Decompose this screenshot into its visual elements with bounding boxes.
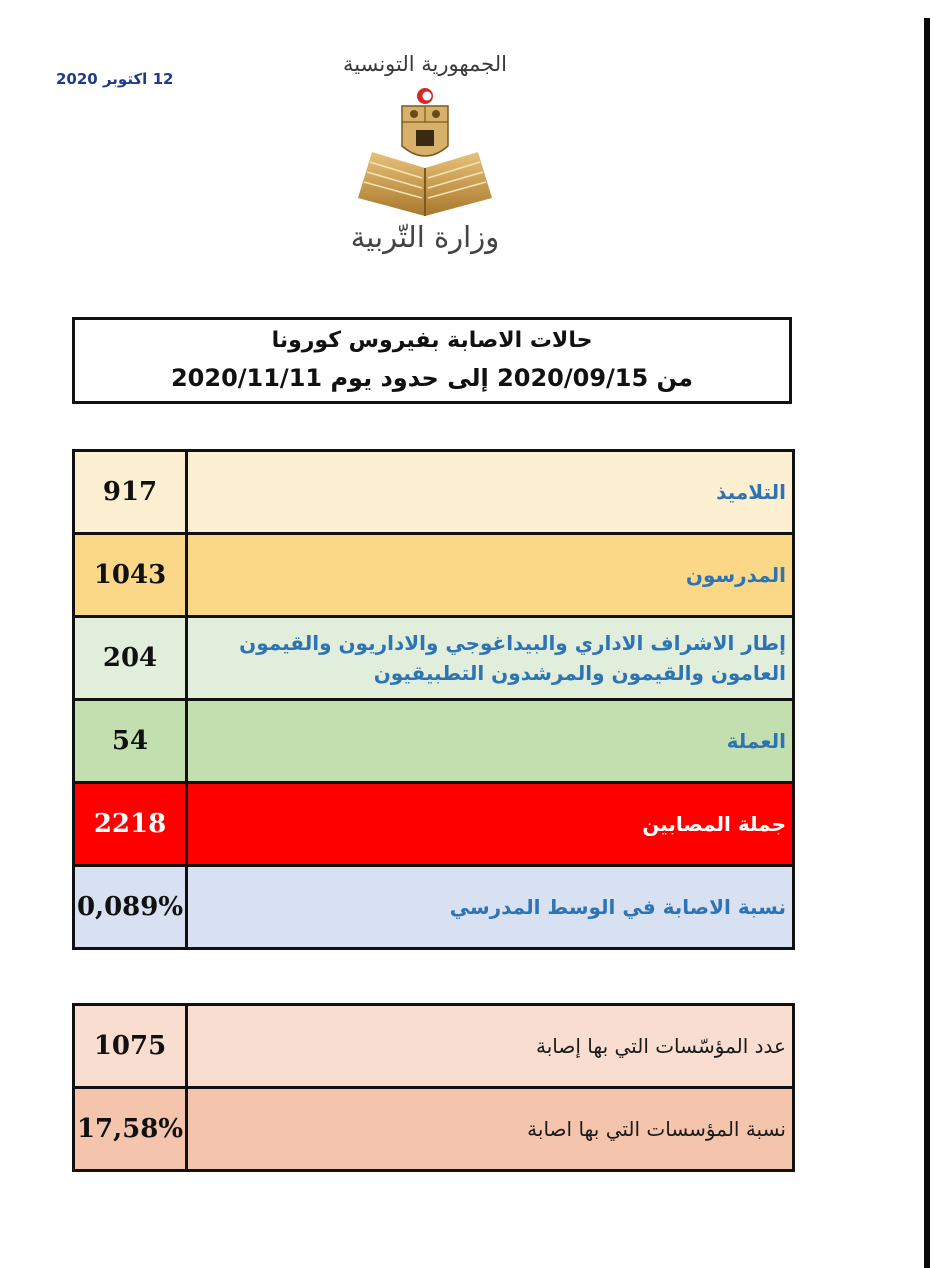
republic-name: الجمهورية التونسية — [343, 52, 507, 76]
students-label: التلاميذ — [187, 451, 794, 534]
teachers-count: 1043 — [74, 534, 187, 617]
institutions-count-label: عدد المؤسّسات التي بها إصابة — [187, 1005, 794, 1088]
table-row — [74, 534, 794, 617]
workers-label: العملة — [187, 700, 794, 783]
ministry-logo — [330, 52, 520, 272]
staff-label: إطار الاشراف الاداري والبيداغوجي والاداريون والقيمون العامون والقيمون والمرشدون التطبيقيون — [187, 617, 794, 700]
report-period: من 2020/09/15 إلى حدود يوم 2020/11/11 — [170, 364, 694, 392]
infection-rate-label: نسبة الاصابة في الوسط المدرسي — [187, 866, 794, 949]
institutions-count: 1075 — [74, 1005, 187, 1088]
table-row — [74, 783, 794, 866]
teachers-label: المدرسون — [187, 534, 794, 617]
report-title: حالات الاصابة بفيروس كورونا — [271, 328, 593, 353]
total-count: 2218 — [74, 783, 187, 866]
institutions-rate-label: نسبة المؤسسات التي بها اصابة — [187, 1088, 794, 1171]
total-label: جملة المصابين — [187, 783, 794, 866]
table-row — [74, 451, 794, 534]
table-row — [74, 1005, 794, 1088]
ministry-name: وزارة التّربية — [350, 220, 500, 254]
institutions-table — [72, 1003, 795, 1172]
table-row — [74, 617, 794, 700]
institutions-rate: 17,58% — [74, 1088, 187, 1171]
students-count: 917 — [74, 451, 187, 534]
table-row — [74, 700, 794, 783]
coat-of-arms-book-icon — [330, 86, 520, 216]
page-right-border — [924, 18, 930, 1268]
staff-count: 204 — [74, 617, 187, 700]
workers-count: 54 — [74, 700, 187, 783]
infection-rate-value: 0,089% — [74, 866, 187, 949]
report-title-box — [72, 317, 792, 404]
table-row — [74, 1088, 794, 1171]
cases-table — [72, 449, 795, 950]
table-row — [74, 866, 794, 949]
document-date: 12 اكتوبر 2020 — [56, 70, 174, 88]
